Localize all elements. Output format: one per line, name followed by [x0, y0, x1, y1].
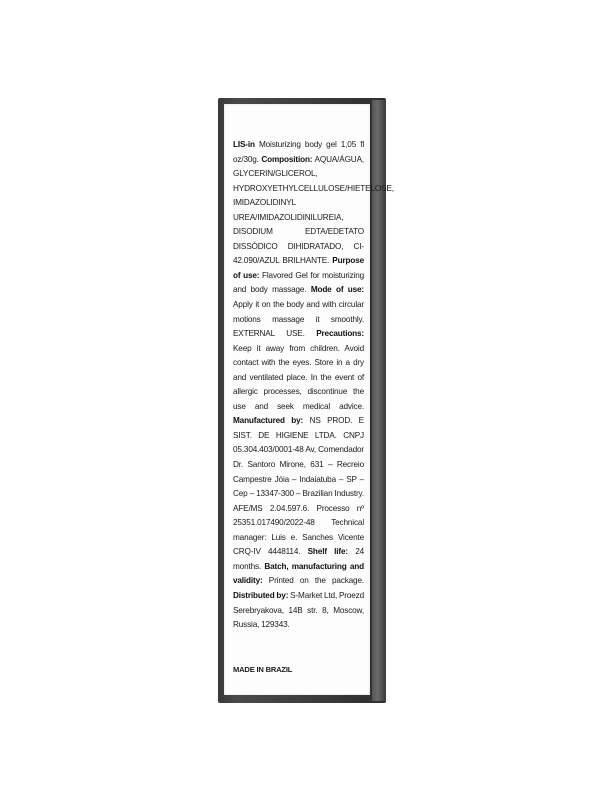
mode-heading: Mode of use: — [310, 285, 365, 295]
origin-label: MADE IN BRAZIL — [233, 665, 293, 674]
purpose-heading: Purpose of use: — [233, 256, 365, 280]
mode-text: Apply it on the body and with circular motions massage it smoothly. EXTERNAL USE. — [233, 300, 364, 339]
product-line: Moisturizing body gel 1,05 fl oz/30g. — [233, 140, 364, 164]
purpose-text: Flavored Gel for moisturizing and body massage. — [233, 270, 364, 295]
manufacturer-heading: Manufactured by: — [233, 416, 304, 426]
label-text — [233, 138, 394, 633]
precautions-text: Keep it away from children. Avoid contact with the eyes. Store in a dry and ventilated place. In the event of allergic processes, discontinue the use and seek medical advice. — [233, 343, 364, 411]
label-panel — [224, 104, 394, 695]
batch-text: Printed on the package. — [268, 576, 364, 586]
distributor-text: S-Market Ltd, Proezd Serebryakova, 14B str. 8, Moscow, Russia, 129343. — [233, 590, 364, 630]
composition-text: AQUA/ÁGUA, GLYCERIN/GLICEROL, HYDROXYETHYLCELLULOSE/HIETELOSE, IMIDAZOLIDINYL UREA/IMIDAZOLIDINILUREIA, DISODIUM EDTA/EDETATO DISSÓDICO DIHIDRATADO, CI-42.090/AZUL BRILHANTE. — [233, 154, 394, 266]
distributor-heading: Distributed by: — [233, 590, 289, 600]
brand-name: LIS-in — [233, 140, 255, 149]
shelf-life-text: 24 months. — [233, 547, 365, 571]
precautions-heading: Precautions: — [316, 329, 364, 339]
manufacturer-text: NS PROD. E SIST. DE HIGIENE LTDA. CNPJ 05.304.403/0001-48 Av, Comendador Dr. Santoro Mirone, 631 – Recreio Campestre Jóia – Indaiatuba – SP – Cep – 13347-300 – Brazilian Industry. AFE/MS 2.04.597.6. Processo nº 25351.017490/2022-48 Technical manager: Luis e. Sanches Vicente CRQ-IV 4448114. — [233, 416, 364, 557]
batch-heading: Batch, manufacturing and validity: — [233, 561, 364, 586]
composition-heading: Composition: — [261, 154, 313, 164]
shelf-life-heading: Shelf life: — [307, 547, 348, 557]
